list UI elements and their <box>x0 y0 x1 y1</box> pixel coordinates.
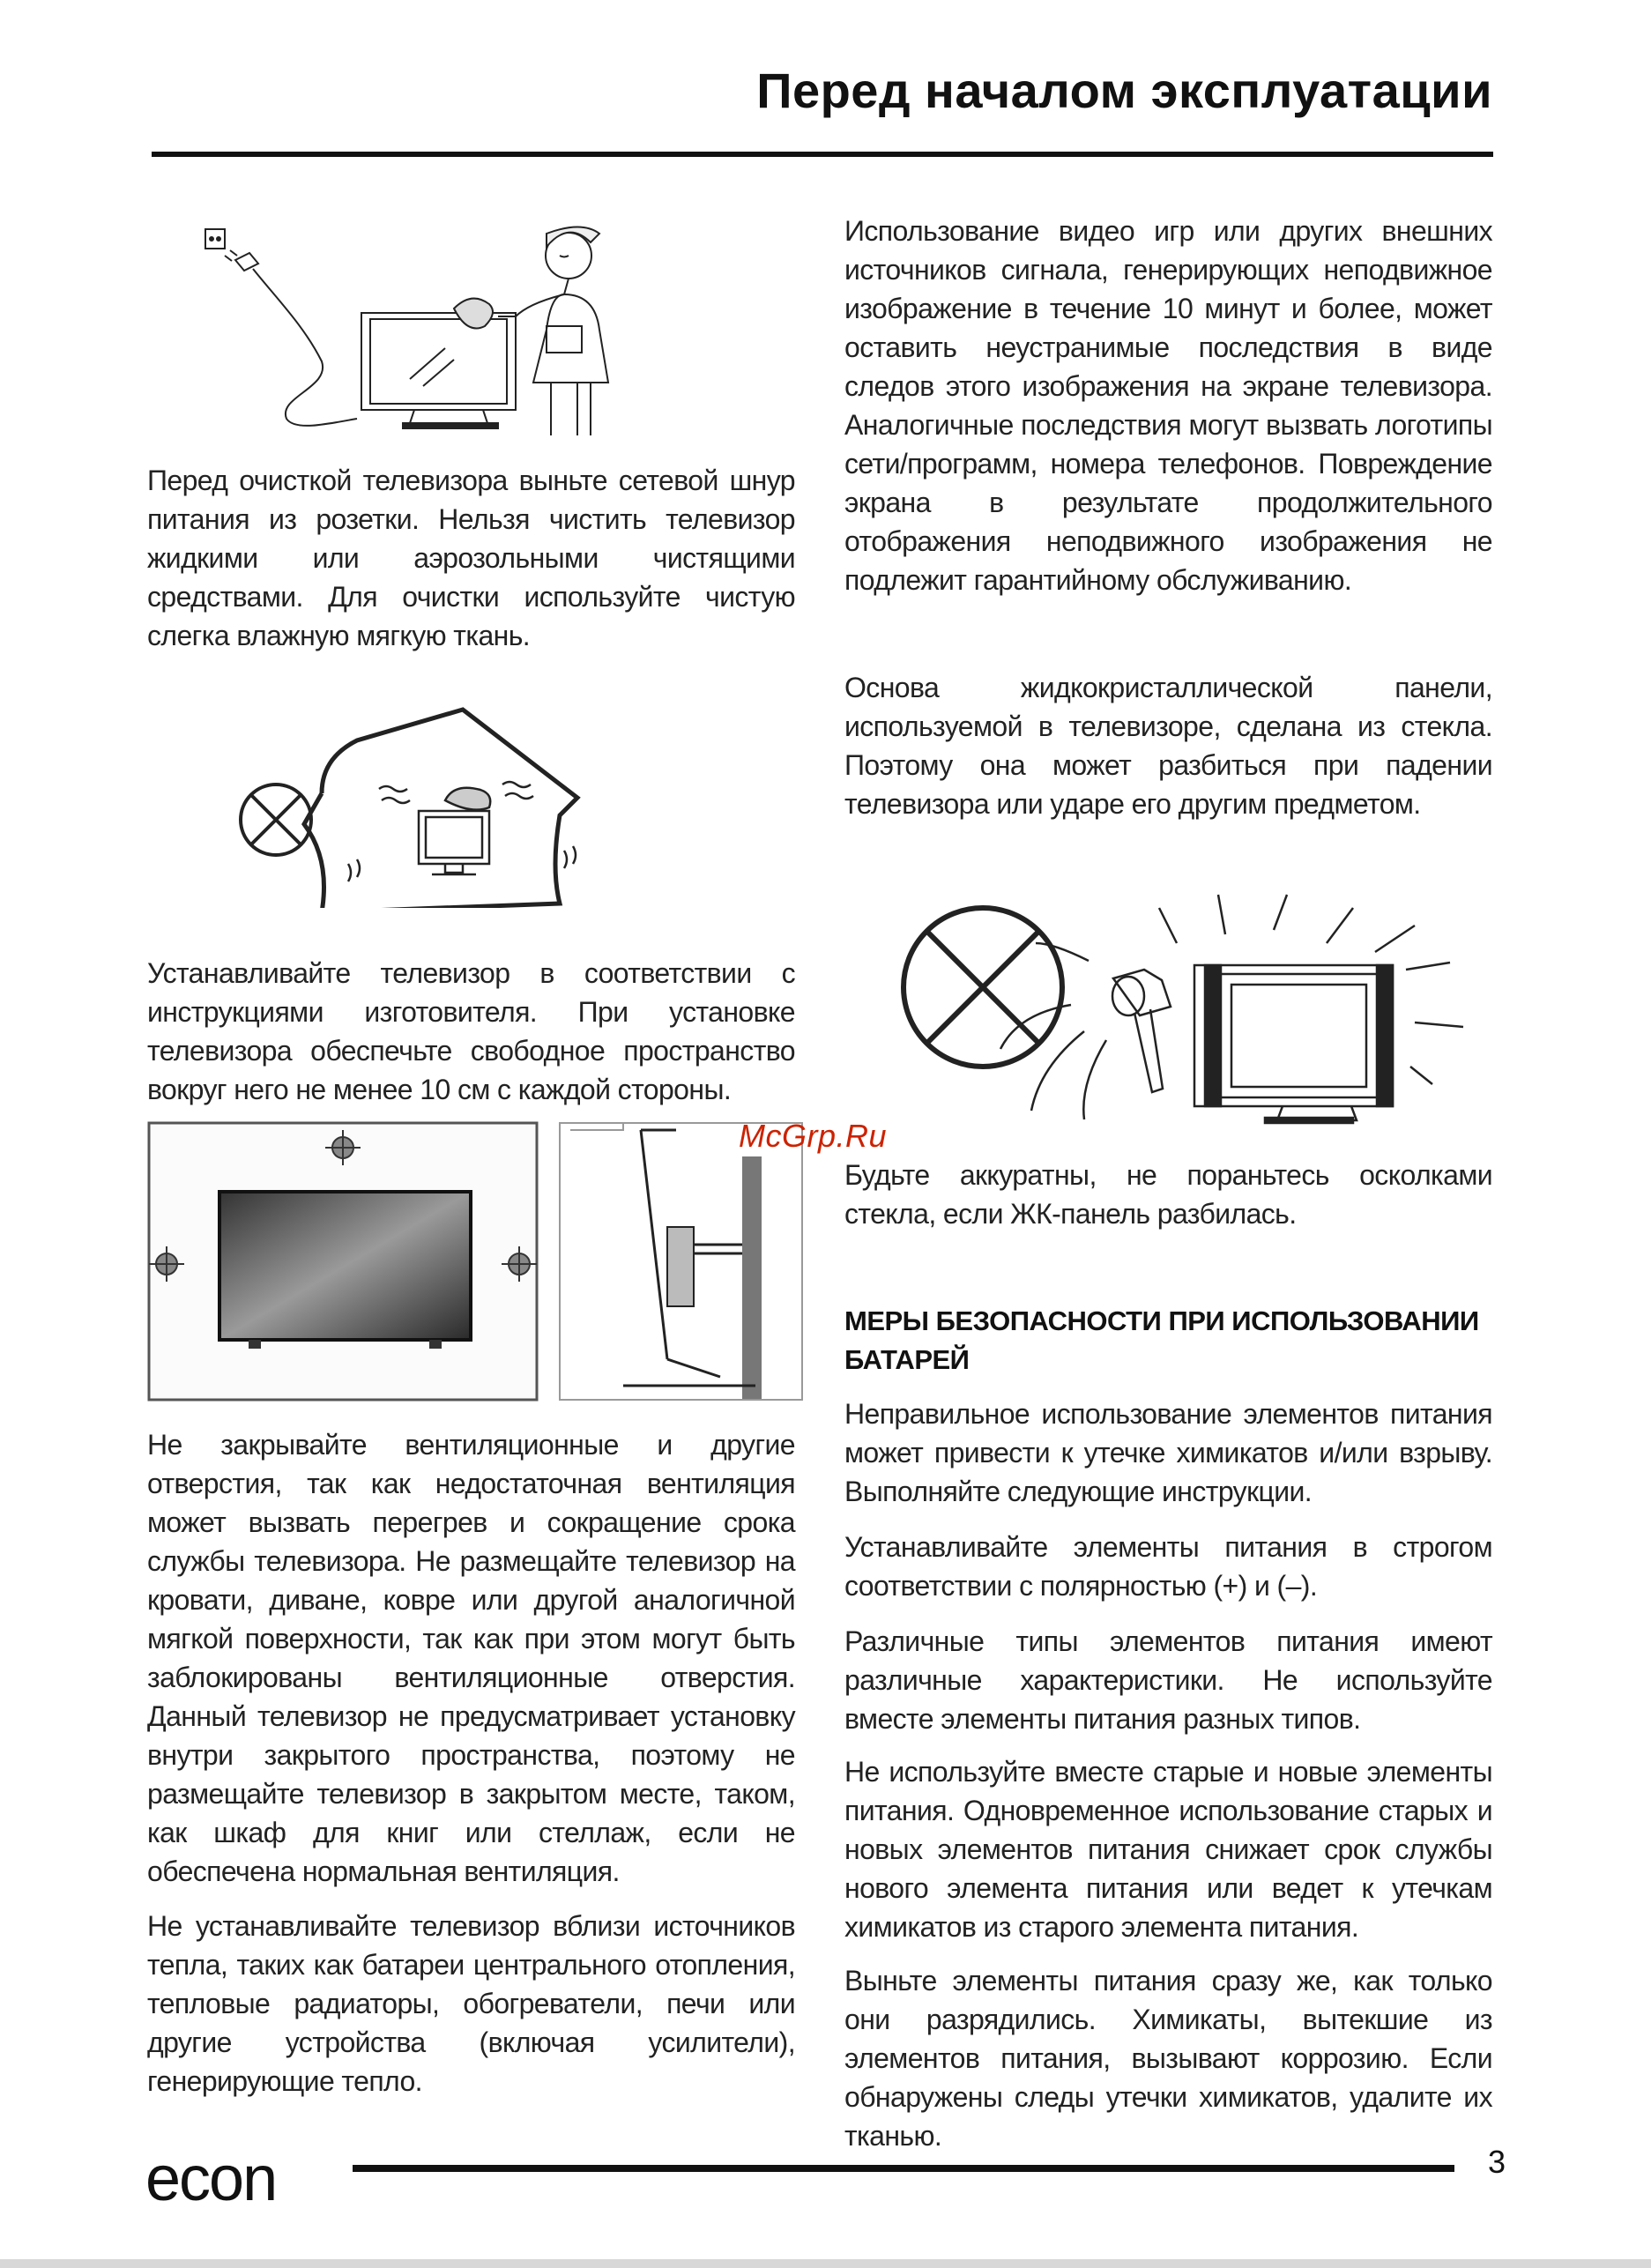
house-tv-illustration <box>234 705 604 908</box>
title-rule <box>152 152 1493 157</box>
footer-rule <box>353 2165 1454 2172</box>
scan-edge <box>0 2259 1651 2268</box>
page-number: 3 <box>1488 2144 1506 2180</box>
cleaning-tv-illustration <box>198 220 621 441</box>
broken-glass-paragraph: Будьте аккуратны, не пораньтесь осколками стекла, если ЖК-панель разбилась. <box>844 1159 1492 1230</box>
installation-paragraph: Устанавливайте телевизор в соответствии с инструкциями изготовителя. При установке телевизора обеспечьте свободное пространство вокруг него не менее 10 см с каждой стороны. <box>147 957 795 1105</box>
glass-panel-paragraph: Основа жидкокристаллической панели, используемой в телевизоре, сделана из стекла. Поэтому она может разбиться при падении телевизора или ударе его другим предметом. <box>844 672 1492 820</box>
econ-logo: econ <box>145 2144 277 2214</box>
page-title: Перед началом эксплуатации <box>756 63 1492 118</box>
cleaning-paragraph: Перед очисткой телевизора выньте сетевой шнур питания из розетки. Нельзя чистить телевизор жидкими или аэрозольными чистящими средствами. Для очистки используйте чистую слегка влажную мягкую ткань. <box>147 465 795 651</box>
static-image-paragraph: Использование видео игр или других внешних источников сигнала, генерирующих неподвижное изображение в течение 10 минут и более, может оставить неустранимые последствия в виде следов этого изображения на экране телевизора. Аналогичные последствия могут вызвать логотипы сети/программ, номера телефонов. Повреждение экрана в результате продолжительного отображения неподвижного изображения не подлежит гарантийному обслуживанию. <box>844 215 1492 596</box>
heat-sources-paragraph: Не устанавливайте телевизор вблизи источников тепла, таких как батареи центрального отопления, тепловые радиаторы, обогреватели, печи или другие устройства (включая усилители), генерирующие тепло. <box>147 1910 795 2097</box>
battery-paragraph-1: Неправильное использование элементов питания может привести к утечке химикатов и/или взрыву. Выполняйте следующие инструкции. <box>844 1398 1492 1507</box>
watermark: McGrp.Ru <box>739 1118 888 1154</box>
hammer-tv-illustration <box>886 890 1468 1137</box>
battery-paragraph-2: Устанавливайте элементы питания в строгом соответствии с полярностью (+) и (–). <box>844 1531 1492 1602</box>
battery-section-heading: МЕРЫ БЕЗОПАСНОСТИ ПРИ ИСПОЛЬЗОВАНИИ БАТАРЕЙ <box>844 1305 1479 1375</box>
ventilation-paragraph: Не закрывайте вентиляционные и другие отверстия, так как недостаточная вентиляция может вызвать перегрев и сокращение срока службы телевизора. Не размещайте телевизор на кровати, диване, ковре или другой аналогичной мягкой поверхности, так как при этом могут быть заблокированы вентиляционные отверстия. Данный телевизор не предусматривает установку внутри закрытого пространства, поэтому не размещайте телевизор в закрытом месте, таком, как шкаф для книг или стеллаж, если не обеспечена нормальная вентиляция. <box>147 1429 795 1887</box>
battery-paragraph-3: Различные типы элементов питания имеют различные характеристики. Не используйте вместе элементы питания разных типов. <box>844 1625 1492 1735</box>
battery-paragraph-5: Выньте элементы питания сразу же, как только они разрядились. Химикаты, вытекшие из элементов питания, вызывают коррозию. Если обнаружены следы утечки химикатов, удалите их тканью. <box>844 1965 1492 2152</box>
ventilation-clearance-diagram <box>147 1121 804 1403</box>
battery-paragraph-4: Не используйте вместе старые и новые элементы питания. Одновременное использование старых и новых элементов питания снижает срок службы нового элемента питания или ведет к утечкам химикатов из старого элемента питания. <box>844 1756 1492 1943</box>
